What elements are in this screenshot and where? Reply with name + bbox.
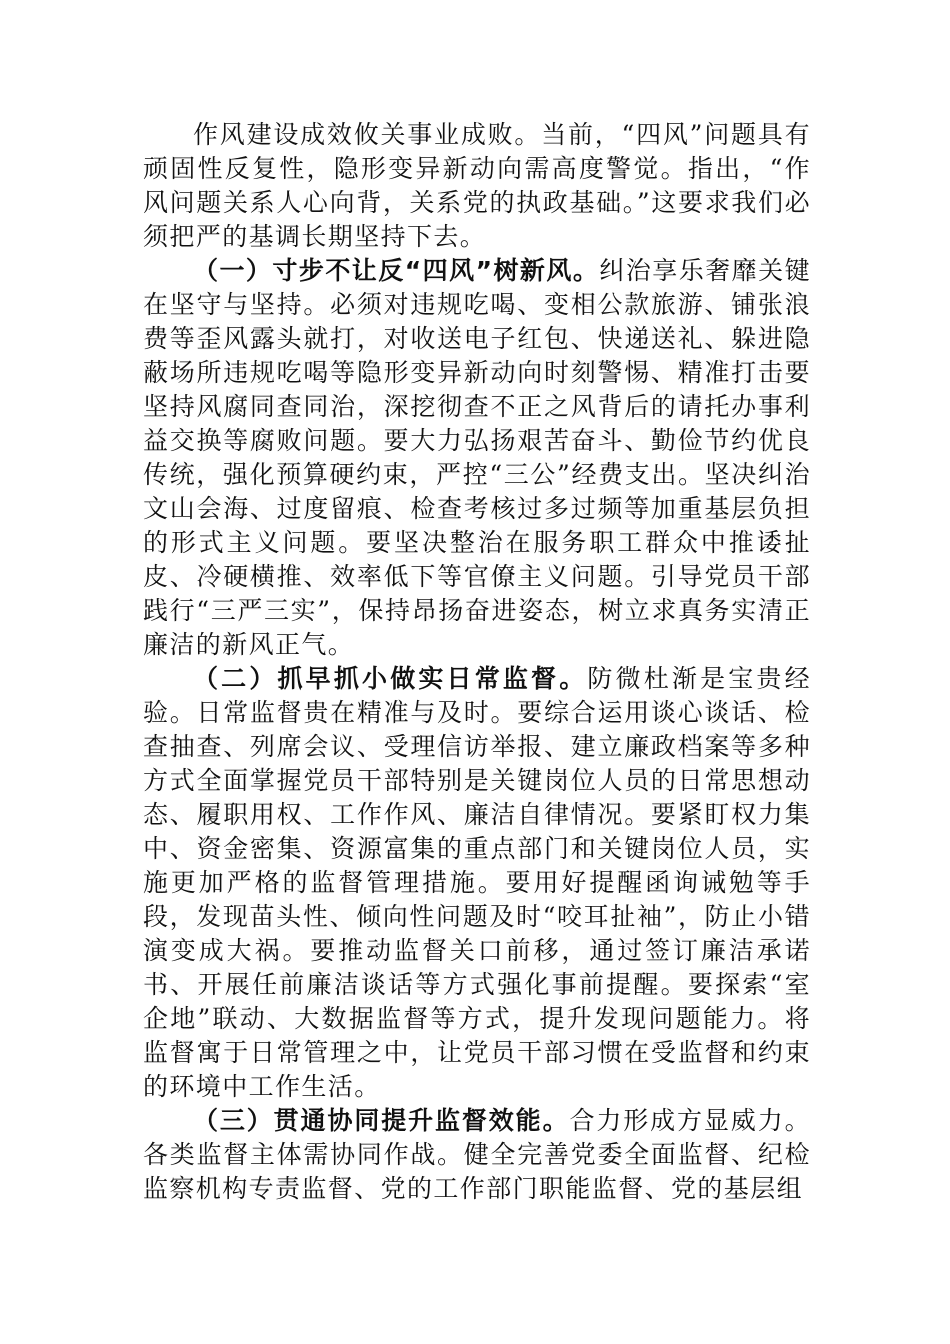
section-heading: （二）抓早抓小做实日常监督。 (193, 664, 588, 693)
paragraph-intro (143, 118, 811, 254)
paragraph-section-1 (143, 254, 811, 662)
document-body (143, 118, 811, 1206)
section-heading: （三）贯通协同提升监督效能。 (193, 1106, 570, 1135)
paragraph-text: 纠治享乐奢靡关键在坚守与坚持。必须对违规吃喝、变相公款旅游、铺张浪费等歪风露头就打，对收送电子红包、快递送礼、躲进隐蔽场所违规吃喝等隐形变异新动向时刻警惕、精准打击要坚持风腐同查同治，深挖彻查不正之风背后的请托办事利益交换等腐败问题。要大力弘扬艰苦奋斗、勤俭节约优良传统，强化预算硬约束，严控“三公”经费支出。坚决纠治文山会海、过度留痕、检查考核过多过频等加重基层负担的形式主义问题。要坚决整治在服务职工群众中推诿扯皮、冷硬横推、效率低下等官僚主义问题。引导党员干部践行“三严三实”，保持昂扬奋进姿态，树立求真务实清正廉洁的新风正气。 (143, 256, 811, 659)
paragraph-section-2 (143, 662, 811, 1104)
paragraph-text: 防微杜渐是宝贵经验。日常监督贵在精准与及时。要综合运用谈心谈话、检查抽查、列席会议、受理信访举报、建立廉政档案等多种方式全面掌握党员干部特别是关键岗位人员的日常思想动态、履职用权、工作作风、廉洁自律情况。要紧盯权力集中、资金密集、资源富集的重点部门和关键岗位人员，实施更加严格的监督管理措施。要用好提醒函询诫勉等手段，发现苗头性、倾向性问题及时“咬耳扯袖”，防止小错演变成大祸。要推动监督关口前移，通过签订廉洁承诺书、开展任前廉洁谈话等方式强化事前提醒。要探索“室企地”联动、大数据监督等方式，提升发现问题能力。将监督寓于日常管理之中，让党员干部习惯在受监督和约束的环境中工作生活。 (143, 664, 812, 1101)
section-heading: （一）寸步不让反“四风”树新风。 (193, 256, 600, 285)
paragraph-text: 作风建设成效攸关事业成败。当前，“四风”问题具有顽固性反复性，隐形变异新动向需高度警觉。指出，“作风问题关系人心向背，关系党的执政基础。”这要求我们必须把严的基调长期坚持下去。 (143, 120, 811, 251)
paragraph-text: 合力形成方显威力。各类监督主体需协同作战。健全完善党委全面监督、纪检监察机构专责监督、党的工作部门职能监督、党的基层组 (143, 1106, 811, 1203)
paragraph-section-3 (143, 1104, 811, 1206)
